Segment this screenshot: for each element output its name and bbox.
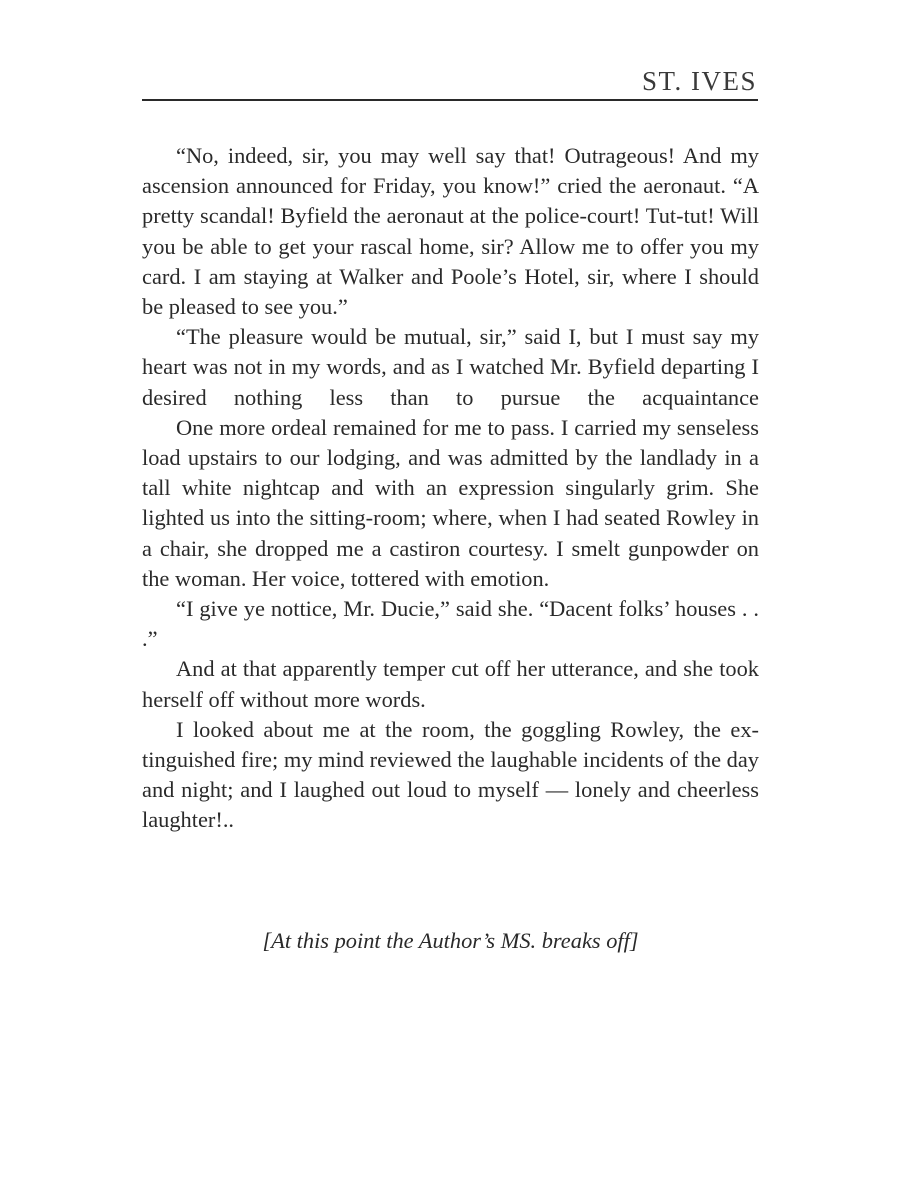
- header-rule: [142, 99, 758, 101]
- paragraph-5: And at that apparently temper cut off her utterance, and she took herself off without more words.: [142, 656, 759, 712]
- body-text: [142, 141, 759, 836]
- running-head: ST. IVES: [641, 66, 757, 96]
- paragraph-3: One more ordeal remained for me to pass. I carried my senseless load upstairs to our lodging, and was admitted by the landlady in a tall white nightcap and with an expression singularly grim. She lighted us into the sitting-room; where, when I had seated Rowley in a chair, she dropped me a castiron courtesy. I smelt gunpowder on the woman. Her voice, tottered with emotion.: [142, 414, 759, 591]
- paragraph-2: “The pleasure would be mutual, sir,” said I, but I must say my heart was not in my words, and as I watched Mr. Byfield departing I desired nothing less than to pursue the acquaintance: [142, 324, 759, 410]
- paragraph-1: “No, indeed, sir, you may well say that! Outrageous! And my ascension announced for Friday, you know!” cried the aeronaut. “A pretty scandal! Byfield the aeronaut at the police-court! Tut-tut! Will you be able to get your rascal home, sir? Allow me to offer you my card. I am staying at Walker and Poole’s Hotel, sir, where I should be pleased to see you.”: [142, 143, 759, 320]
- paragraph-4: “I give ye nottice, Mr. Ducie,” said she. “Dacent folks’ houses . . .”: [142, 596, 759, 652]
- closing-note: [At this point the Author’s MS. breaks off]: [262, 928, 639, 953]
- paragraph-6: I looked about me at the room, the goggling Rowley, the extinguished fire; my mind reviewed the laughable incidents of the day and night; and I laughed out loud to myself — lonely and cheerless laughter!..: [142, 716, 759, 833]
